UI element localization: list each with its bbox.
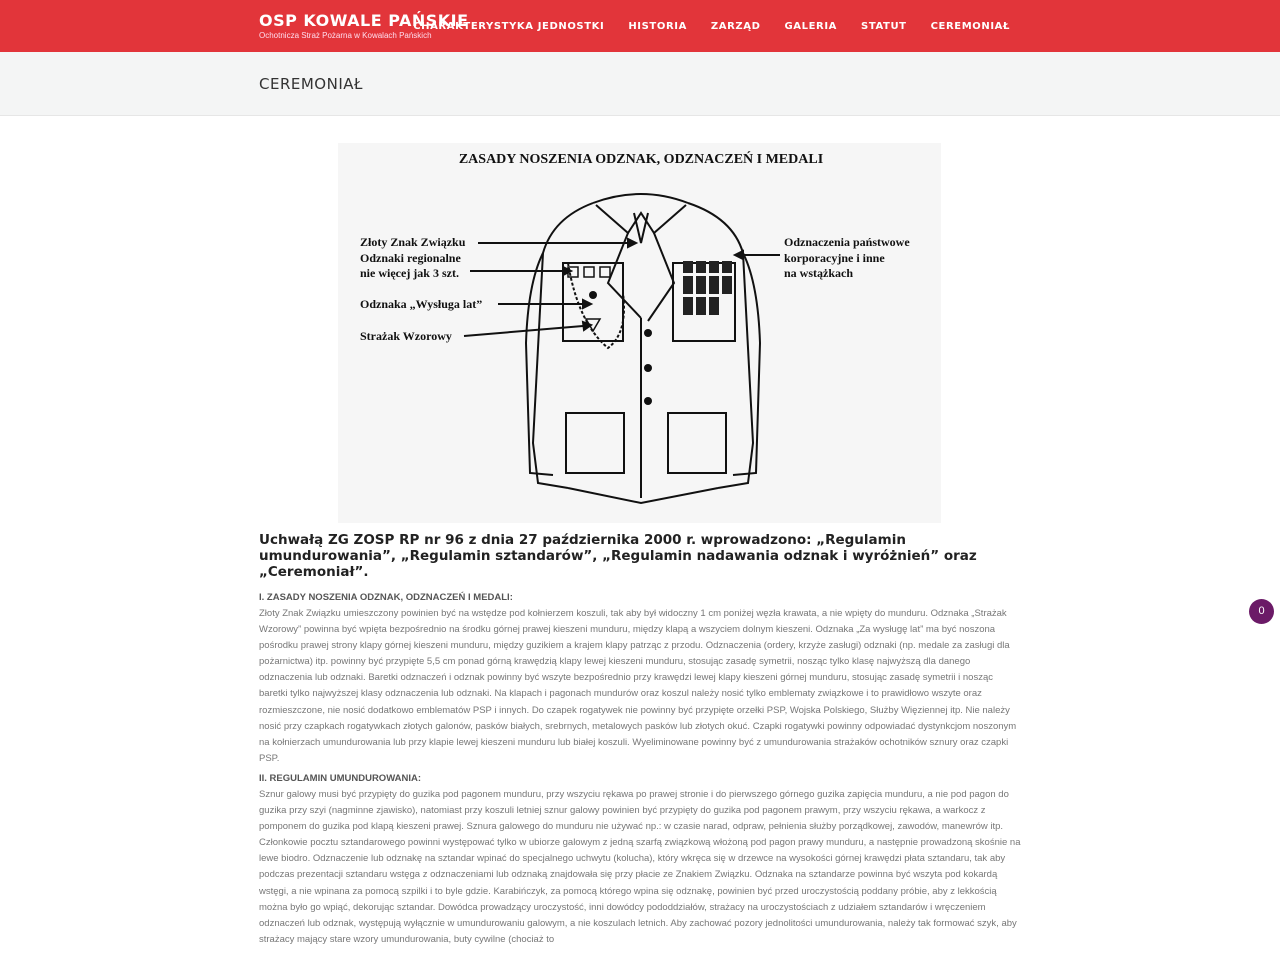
label-nie-wiecej: nie więcej jak 3 szt. <box>360 266 459 280</box>
label-wysluga-lat: Odznaka „Wysługa lat” <box>360 297 483 311</box>
floating-counter-badge[interactable]: 0 <box>1249 599 1274 624</box>
article-content <box>259 532 1021 954</box>
diagram-heading: ZASADY NOSZENIA ODZNAK, ODZNACZEŃ I MEDALI <box>458 152 824 167</box>
nav-item-statut[interactable]: STATUT <box>861 20 907 32</box>
section1-text: Złoty Znak Związku umieszczony powinien być na wstędze pod kołnierzem koszuli, tak aby był widoczny 1 cm poniżej węzła krawata, a nie wpięty do munduru. Odznaka „Strażak Wzorowy” powinna być wpięta bezpośrednio na środku górnej prawej kieszeni munduru, między klapą a wszyciem dolnym kieszeni. Odznaka „Za wysługę lat” ma być noszona pośrodku prawej strony klapy górnej kieszeni munduru, między guzikiem a krajem klapy patrząc z przodu. Odznaczenia (ordery, krzyże zasługi) odznaki (np. medale za zasługi dla pożarnictwa) itp. powinny być przypięte 5,5 cm ponad górną krawędzią klapy lewej kieszeni munduru, stosując zasadę symetrii, nosząc tylko klasę najwyższą dla danego odznaczenia lub odznaki. Baretki odznaczeń i odznak powinny być wszyte bezpośrednio przy krawędzi lewej klapy kieszeni górnej munduru, stosując zasadę symetrii i nosząc baretki tylko najwyższej klasy odznaczenia lub odznaki. Na klapach i pagonach mundurów oraz koszul należy nosić tylko emblematy związkowe i to prawidłowo wszyte oraz rozmieszczone, nie nosić dodatkowo emblematów PSP i innych. Do czapek rogatywek nie powinny być przypięte orzełki PSP, Wojska Polskiego, Służby Więziennej itp. Nie należy nosić przy czapkach rogatywkach złotych galonów, pasków białych, srebrnych, metalowych pasków lub złotych okuć. Czapki rogatywki powinny odpowiadać dystynkcjom noszonym na kołnierzach umundurowania lub przy klapie lewej kieszeni munduru lub białej koszuli. Wyeliminowane powinny być z umundurowania strażaków ochotników sznury oraz czapki PSP. <box>259 608 1017 764</box>
section2-title: II. REGULAMIN UMUNDUROWANIA: <box>259 772 422 784</box>
label-odznaki-regionalne: Odznaki regionalne <box>360 251 461 265</box>
section1-title: I. ZASADY NOSZENIA ODZNAK, ODZNACZEŃ I MEDALI: <box>259 592 513 603</box>
label-na-wstazkach: na wstążkach <box>784 266 854 280</box>
label-zloty-znak: Złoty Znak Związku <box>360 235 466 249</box>
label-korporacyjne: korporacyjne i inne <box>784 251 885 265</box>
section2-text: Sznur galowy musi być przypięty do guzika pod pagonem munduru, przy wszyciu rękawa po prawej stronie i do pierwszego górnego guzika zapięcia munduru, a nie pod pagon do guzika przy szyi (nagminne zjawisko), natomiast przy koszuli letniej sznur galowy powinien być przypięty do guzika pod pagonem prawym, przy wszyciu rękawa, a warkocz z pomponem do guzika pod klapą kieszeni prawej. Sznura galowego do munduru nie używać np.: w czasie narad, odpraw, pełnienia służby porządkowej, zawodów, manewrów itp. Członkowie pocztu sztandarowego powinni występować tylko w ubiorze galowym z jedną szarfą związkową włożoną pod pagon prawy munduru, a następnie prowadzoną skośnie na lewe biodro. Odznaczenie lub odznakę na sztandar wpinać do specjalnego uchwytu (kolucha), który wkręca się w drzewce na wysokości górnej krawędzi płata sztandaru, tak aby podczas prezentacji sztandaru wstęga z odznaczeniami lub odznaką znajdowała się przy płacie ze Znakiem Związku. Odznaka na sztandarze powinna być wszyta pod kokardą wstęgi, a nie wpinana za pomocą szpilki i to byle gdzie. Karabińczyk, za pomocą którego wpina się odznakę, powinien być przed uroczystością poddany próbie, aby z lekkością można było go wpiąć, dekorując sztandar. Dowódca prowadzący uroczystość, inni dowódcy pododdziałów, strażacy na uroczystościach z udziałem sztandarów i wręczeniem odznaczeń lub odznak, występują wyłącznie w umundurowaniu galowym, a nie koszulach letnich. Aby zachować pozory jednolitości umundurowania, należy tak formować szyk, aby strażacy mający stare wzory umundurowania, buty cywilne (chociaż to <box>259 788 1021 945</box>
nav-item-historia[interactable]: HISTORIA <box>628 20 687 32</box>
page-title: CEREMONIAŁ <box>259 75 363 93</box>
label-strazak-wzorowy: Strażak Wzorowy <box>360 329 452 343</box>
main-nav <box>413 0 1010 52</box>
page-title-bar <box>0 52 1280 116</box>
nav-item-zarzad[interactable]: ZARZĄD <box>710 20 761 32</box>
site-title[interactable]: OSP KOWALE PAŃSKIE <box>259 11 469 30</box>
article-intro: Uchwałą ZG ZOSP RP nr 96 z dnia 27 października 2000 r. wprowadzono: „Regulamin umundurowania”, „Regulamin sztandarów”, „Regulamin nadawania odznak i wyróżnień” oraz „Ceremoniał”. <box>259 532 977 580</box>
label-odznaczenia-panstwowe: Odznaczenia państwowe <box>784 235 910 249</box>
nav-item-charakterystyka[interactable]: CHARAKTERYSTYKA JEDNOSTKI <box>413 20 605 32</box>
nav-item-ceremonial[interactable]: CEREMONIAŁ <box>930 20 1010 32</box>
site-header <box>0 0 1280 52</box>
uniform-diagram-image <box>338 143 941 523</box>
nav-item-galeria[interactable]: GALERIA <box>784 20 838 32</box>
site-subtitle: Ochotnicza Straż Pożarna w Kowalach Pańskich <box>259 31 432 40</box>
